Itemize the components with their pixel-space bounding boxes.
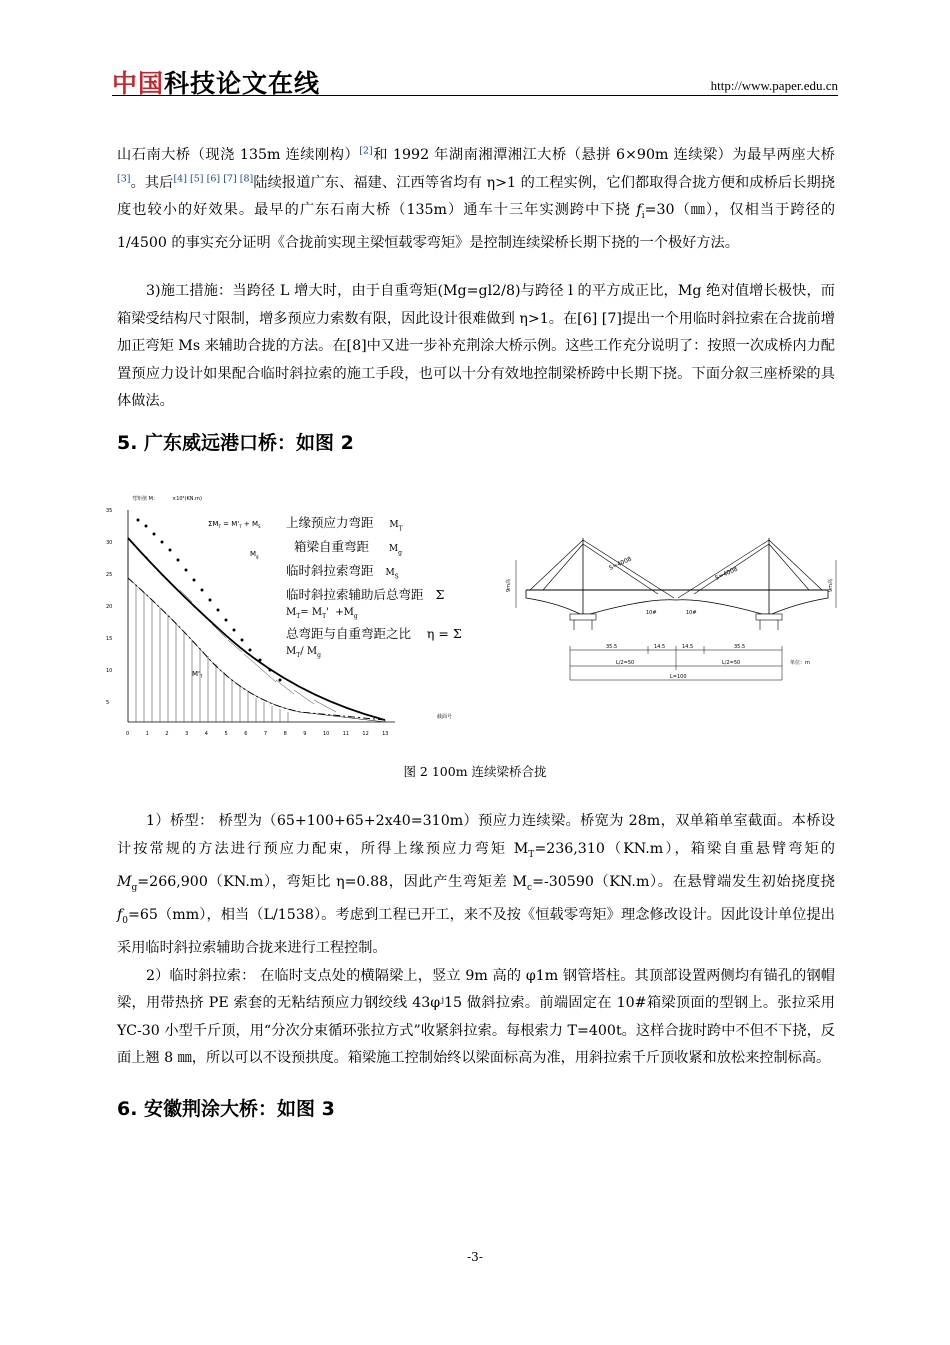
x-tick-label: 0 (126, 731, 130, 737)
vertical-hatch (136, 585, 288, 722)
svg-text:10#: 10# (646, 610, 657, 616)
svg-text:14.5: 14.5 (654, 644, 666, 650)
svg-text:35.5: 35.5 (606, 644, 618, 650)
x-tick-label: 1 (145, 731, 149, 737)
site-logo: 中国科技论文在线 (112, 69, 321, 98)
bridge-elevation (498, 528, 838, 698)
y-tick-label: 5 (106, 700, 110, 706)
svg-text:35.5: 35.5 (734, 644, 746, 650)
paragraph-1: 山石南大桥（现浇 135m 连续刚构）[2]和 1992 年湖南湘潭湘江大桥（悬拼 6×90m 连续梁）为最早两座大桥[3]。其后[4] [5] [6] [7] [8]陆续报道广东、福建、江西等省均有 η>1 的工程实例，它们都取得合拢方便和成桥后长期挠度也较小的好效果。最早的广东石南大桥（135m）通车十三年实测跨中下挠 $f_i=30(㎜)$，仅相当于跨径的 1/4500 的事实充分证明《合拢前实现主梁恒载零弯矩》是控制连续梁桥长期下挠的一个极好方法。 (117, 145, 836, 252)
x-tick-label: 3 (185, 731, 189, 737)
svg-text:9m高: 9m高 (506, 578, 512, 592)
figure-legend: 上缘预应力弯距 $M_T$ 箱梁自重弯距 $M_g$ 临时斜拉索弯距 $M_S$ 临时斜拉索辅助后总弯距 Σ $M_T= M_T' +M_g$ 总弯距与自重弯距之比 η = Σ $M_T/$ $M_g$ (286, 515, 462, 659)
paragraph-4: 2）临时斜拉索： 在临时支点处的横隔梁上，竖立 9m 高的 φ1m 钢管塔柱。其顶部设置两侧均有锚孔的钢帽梁，用带热挤 PE 索套的无粘结预应力钢绞线 43φʲ15 做斜拉索。前端固定在 10#箱梁顶面的型钢上。张拉采用 YC-30 小型千斤顶，用“分次分束循环张拉方式”收紧斜拉索。每根索力 T=400t。这样合拢时跨中不但不下挠，反面上翘 8 ㎜，所以可以不设预拱度。箱梁施工控制始终以梁面标高为准，用斜拉索千斤顶收紧和放松来控制标高。 (117, 967, 835, 1067)
paragraph-3: 1）桥型： 桥型为（65+100+65+2x40=310m）预应力连续梁。桥宽为 28m，双单箱单室截面。本桥设计按常规的方法进行预应力配束，所得上缘预应力弯矩 $M_T=236,310(KN.m)$，箱梁自重悬臂弯矩的 $M_g=266,900(KN.m)$，弯矩比 η=0.88，因此产生弯矩差 $M_c=-30590(KN.m)$。在悬臂端发生初始挠度挠 $f_0=65(mm)$，相当（L/1538）。考虑到工程已开工，来不及按《恒载零弯矩》理念修改设计。因此设计单位提出采用临时斜拉索辅助合拢来进行工程控制。 2）临时斜拉索： 在临时支点处的横隔梁上，竖立 9m 高的 φ1m 钢管塔柱。其顶部设置两侧均有锚孔的钢帽梁，用带热挤 PE 索套的无粘结预应力钢绞线 43φʲ15 做斜拉索。前端固定在 10#箱梁顶面的型钢上。张拉采用 YC-30 小型千斤顶，用“分次分束循环张拉方式”收紧斜拉索。每根索力 T=400t。这样合拢时跨中不但不下挠，反面上翘 8 ㎜，所以可以不设预拱度。箱梁施工控制始终以梁面标高为准，用斜拉索千斤顶收紧和放松来控制标高。 (117, 808, 835, 1073)
citation-link[interactable]: [2] (359, 145, 373, 157)
citation-link[interactable]: [3] (117, 172, 131, 184)
citation-link[interactable]: [4] [5] [6] [7] [8] (173, 172, 254, 184)
x-tick-label: 7 (263, 731, 268, 737)
y-tick-label: 35 (106, 508, 113, 514)
x-tick-label: 4 (204, 731, 208, 737)
svg-text:14.5: 14.5 (682, 644, 694, 650)
svg-text:S=4008: S=4008 (713, 565, 739, 582)
paragraph-2: 3)施工措施：当跨径 L 增大时，由于自重弯矩(Mg=gl2/8)与跨径 l 的平方成正比，Mg 绝对值增长极快，而箱梁受结构尺寸限制，增多预应力索数有限，因此设计很难做到 η>1。在[6] [7]提出一个用临时斜拉索在合拢前增加正弯矩 Ms 来辅助合拢的方法。在[8]中又进一步补充荆涂大桥示例。这些工作充分说明了：按照一次成桥内力配置预应力设计如果配合临时斜拉索的施工手段，也可以十分有效地控制梁桥跨中长期下挠。下面分叙三座桥梁的具体做法。 (117, 283, 835, 409)
y-tick-label: 15 (106, 636, 113, 642)
x-tick-label: 9 (303, 731, 307, 737)
page-number: -3- (467, 1250, 483, 1264)
site-url[interactable]: http://www.paper.edu.cn (710, 78, 838, 93)
y-tick-label: 20 (106, 604, 113, 610)
mg-label: $M_g$ (250, 550, 259, 559)
svg-text:10#: 10# (686, 610, 697, 616)
svg-text:L/2=50: L/2=50 (616, 660, 635, 666)
x-tick-label: 11 (342, 731, 350, 737)
x-axis-title: 截面号 (437, 714, 453, 720)
y-axis-unit: ×10⁴(KN.m) (172, 496, 202, 502)
y-tick-label: 10 (106, 668, 113, 674)
x-tick-label: 10 (323, 731, 330, 737)
sum-formula-label: $\Sigma M_T = M'_T + M_S$ (208, 520, 261, 529)
mt-label: $M'_T$ (192, 670, 203, 679)
y-tick-label: 30 (106, 540, 113, 546)
header-divider (112, 95, 838, 96)
sum-dots (137, 519, 282, 682)
x-tick-label: 2 (165, 731, 169, 737)
y-tick-label: 25 (106, 572, 113, 578)
x-tick-label: 6 (244, 731, 248, 737)
svg-text:单位：m: 单位：m (790, 660, 810, 666)
section-heading-6: 6. 安徽荆涂大桥：如图 3 (117, 1098, 335, 1120)
x-tick-label: 12 (362, 731, 369, 737)
svg-text:S=4008: S=4008 (607, 555, 633, 572)
section-heading-5: 5. 广东威远港口桥：如图 2 (117, 432, 354, 454)
x-tick-label: 5 (224, 731, 228, 737)
x-tick-label: 8 (283, 731, 287, 737)
svg-text:L=100: L=100 (670, 674, 687, 680)
x-tick-label: 13 (382, 731, 389, 737)
figure-caption: 图 2 100m 连续梁桥合拢 (403, 764, 547, 779)
svg-text:L/2=50: L/2=50 (722, 660, 741, 666)
svg-text:9m高: 9m高 (828, 578, 834, 592)
y-axis-title: 弯矩值 M： (132, 496, 158, 502)
